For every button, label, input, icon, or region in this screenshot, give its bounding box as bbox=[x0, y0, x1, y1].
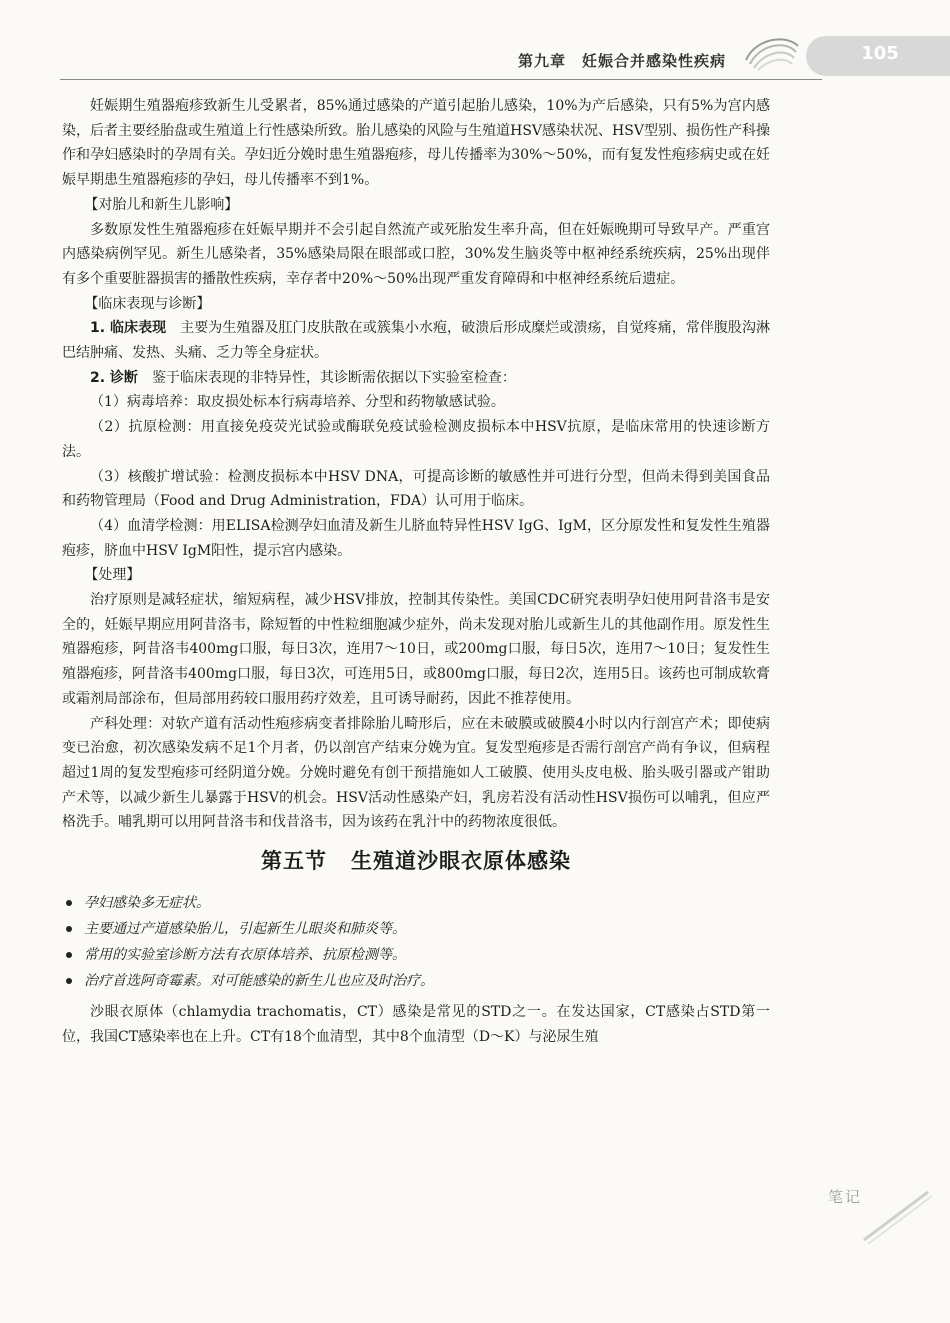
paragraph: 沙眼衣原体（chlamydia trachomatis，CT）感染是常见的STD之一。在发达国家，CT感染占STD第一位，我国CT感染率也在上升。CT有18个血清型，其中8个血清型（D～K）与泌尿生殖 bbox=[62, 1003, 770, 1045]
paragraph: 妊娠期生殖器疱疹致新生儿受累者，85%通过感染的产道引起胎儿感染，10%为产后感染，只有5%为宫内感染，后者主要经胎盘或生殖道上行性感染所致。胎儿感染的风险与生殖道HSV感染状况、HSV型别、损伤性产科操作和孕妇感染时的孕周有关。孕妇近分娩时患生殖器疱疹，母儿传播率为30%～50%，而有复发性疱疹病史或在妊娠早期患生殖器疱疹的孕妇，母儿传播率不到1%。 bbox=[62, 98, 770, 189]
paragraph: 产科处理：对软产道有活动性疱疹病变者排除胎儿畸形后，应在未破膜或破膜4小时以内行剖宫产术；即使病变已治愈，初次感染发病不足1个月者，仍以剖宫产结束分娩为宜。复发型疱疹是否需行剖宫产尚有争议，但病程超过1周的复发型疱疹可经阴道分娩。分娩时避免有创干预措施如人工破膜、使用头皮电极、胎头吸引器或产钳助产术等，以减少新生儿暴露于HSV的机会。HSV活动性感染产妇，乳房若没有活动性HSV损伤可以哺乳，但应严格洗手。哺乳期可以用阿昔洛韦和伐昔洛韦，因为该药在乳汁中的药物浓度很低。 bbox=[62, 715, 770, 831]
clinical-manifestation bbox=[62, 316, 770, 365]
diagnosis-item: （1）病毒培养：取皮损处标本行病毒培养、分型和药物敏感试验。 bbox=[90, 394, 505, 411]
diagnosis-item: （3）核酸扩增试验：检测皮损标本中HSV DNA，可提高诊断的敏感性并可进行分型，但尚未得到美国食品和药物管理局（Food and Drug Administration，FDA）认可用于临床。 bbox=[62, 468, 770, 510]
section-title bbox=[62, 849, 770, 874]
diagnosis-item: （4）血清学检测：用ELISA检测孕妇血清及新生儿脐血特异性HSV IgG、IgM，区分原发性和复发性生殖器疱疹，脐血中HSV IgM阳性，提示宫内感染。 bbox=[62, 517, 770, 559]
note-label: 笔记 bbox=[828, 1188, 863, 1206]
key-point: 主要通过产道感染胎儿，引起新生儿眼炎和肺炎等。 bbox=[62, 916, 770, 942]
section-name: 生殖道沙眼衣原体感染 bbox=[351, 849, 571, 874]
diagnosis bbox=[62, 366, 770, 391]
paragraph: 治疗原则是减轻症状，缩短病程，减少HSV排放，控制其传染性。美国CDC研究表明孕妇使用阿昔洛韦是安全的，妊娠早期应用阿昔洛韦，除短暂的中性粒细胞减少症外，尚未发现对胎儿或新生儿的其他副作用。原发性生殖器疱疹，阿昔洛韦400mg口服，每日3次，连用7～10日，或200mg口服，每日5次，连用7～10日；复发性生殖器疱疹，阿昔洛韦400mg口服，每日3次，可连用5日，或800mg口服，每日2次，连用5日。该药也可制成软膏或霜剂局部涂布，但局部用药较口服用药疗效差，且可诱导耐药，因此不推荐使用。 bbox=[62, 592, 770, 707]
subheading-treatment: 【处理】 bbox=[84, 567, 141, 584]
section-number: 第五节 bbox=[261, 849, 327, 874]
diagnosis-text: 鉴于临床表现的非特异性，其诊断需依据以下实验室检查： bbox=[151, 369, 516, 386]
margin-note bbox=[828, 1186, 938, 1256]
clinical-text: 主要为生殖器及肛门皮肤散在或簇集小水疱，破溃后形成糜烂或溃疡，自觉疼痛，常伴腹股沟淋巴结肿痛、发热、头痛、乏力等全身症状。 bbox=[62, 320, 770, 362]
page-header bbox=[0, 0, 950, 84]
paragraph: 多数原发性生殖器疱疹在妊娠早期并不会引起自然流产或死胎发生率升高，但在妊娠晚期可导致早产。严重宫内感染病例罕见。新生儿感染者，35%感染局限在眼部或口腔，30%发生脑炎等中枢神经系统疾病，25%出现伴有多个重要脏器损害的播散性疾病，幸存者中20%～50%出现严重发育障碍和中枢神经系统后遗症。 bbox=[62, 221, 770, 287]
page-number: 105 bbox=[861, 43, 899, 64]
subheading-clinical: 【临床表现与诊断】 bbox=[84, 295, 211, 312]
diagnosis-item: （2）抗原检测：用直接免疫荧光试验或酶联免疫试验检测皮损标本中HSV抗原，是临床常用的快速诊断方法。 bbox=[62, 419, 770, 460]
chapter-title: 第九章 妊娠合并感染性疾病 bbox=[517, 52, 726, 70]
main-content bbox=[62, 94, 770, 1049]
subheading-effects: 【对胎儿和新生儿影响】 bbox=[84, 196, 239, 213]
diagnosis-label: 2. 诊断 bbox=[90, 369, 138, 386]
swirl-logo-icon bbox=[742, 30, 802, 74]
key-point: 治疗首选阿奇霉素。对可能感染的新生儿也应及时治疗。 bbox=[62, 968, 770, 994]
key-point: 常用的实验室诊断方法有衣原体培养、抗原检测等。 bbox=[62, 942, 770, 968]
clinical-label: 1. 临床表现 bbox=[90, 320, 167, 337]
key-point: 孕妇感染多无症状。 bbox=[62, 890, 770, 916]
pencil-icon bbox=[858, 1186, 938, 1246]
header-rule bbox=[60, 79, 822, 80]
key-points-list bbox=[62, 890, 770, 994]
